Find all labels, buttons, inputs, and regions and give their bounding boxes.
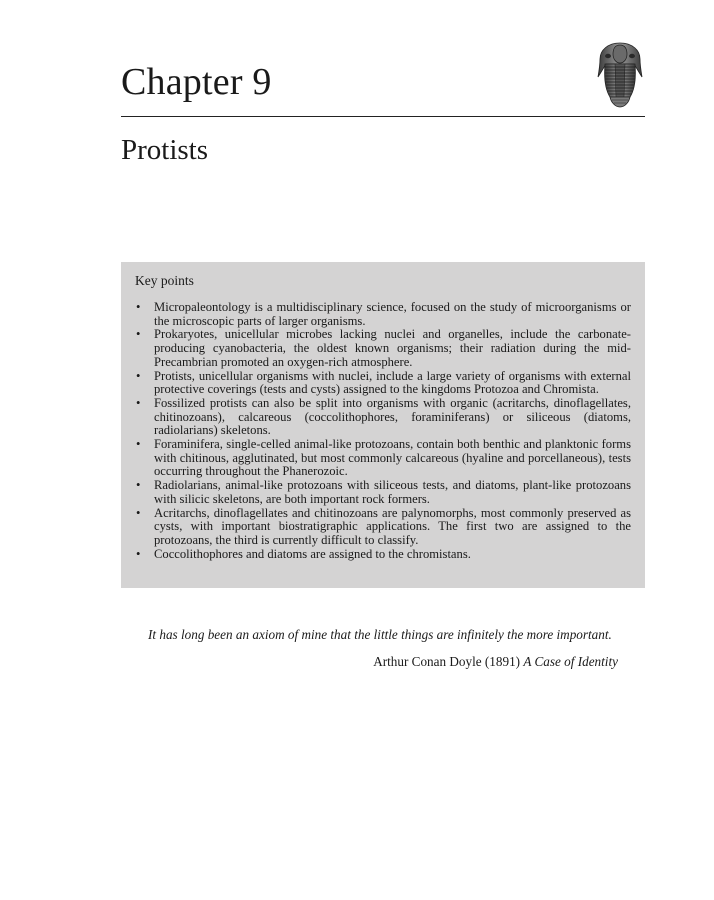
- key-points-heading: Key points: [135, 273, 194, 288]
- chapter-title: Chapter 9: [121, 61, 272, 103]
- bullet-icon: •: [136, 300, 141, 314]
- key-points-box: [121, 262, 645, 588]
- key-point-item: [135, 370, 631, 397]
- key-point-text: Radiolarians, animal-like protozoans with siliceous tests, and diatoms, plant-like protozoans with silicic skeletons, are both important rock formers.: [154, 478, 631, 506]
- key-point-text: Prokaryotes, unicellular microbes lacking nuclei and organelles, include the carbonate-producing cyanobacteria, the oldest known organisms; their radiation during the mid-Precambrian promoted an oxygen-rich atmosphere.: [154, 327, 631, 369]
- key-point-item: [135, 397, 631, 438]
- key-point-item: [135, 438, 631, 479]
- key-point-item: [135, 479, 631, 506]
- chapter-subtitle: Protists: [121, 134, 209, 166]
- epigraph-quote: It has long been an axiom of mine that the little things are infinitely the more important.: [148, 627, 612, 642]
- key-point-item: [135, 301, 631, 328]
- key-point-text: Coccolithophores and diatoms are assigned to the chromistans.: [154, 546, 471, 561]
- epigraph-work-title: A Case of Identity: [523, 653, 618, 669]
- bullet-icon: •: [136, 368, 141, 383]
- epigraph-author: Arthur Conan Doyle (1891): [373, 653, 521, 669]
- trilobite-icon: [596, 41, 644, 109]
- key-point-item: [135, 507, 631, 548]
- bullet-icon: •: [136, 395, 141, 410]
- chapter-rule: [121, 116, 645, 117]
- key-point-item: [135, 328, 631, 369]
- key-point-text: Fossilized protists can also be split into organisms with organic (acritarchs, dinoflagellates, chitinozoans), calcareous (coccolithophores, foraminiferans) or siliceous (diatoms, radiolarians) skeletons.: [154, 395, 631, 438]
- bullet-icon: •: [136, 546, 141, 561]
- key-point-item: [135, 548, 631, 562]
- key-point-text: Protists, unicellular organisms with nuclei, include a large variety of organisms with external protective coverings (tests and cysts) assigned to the kingdoms Protozoa and Chromista.: [154, 368, 631, 397]
- epigraph: [148, 627, 618, 670]
- key-point-text: Foraminifera, single-celled animal-like protozoans, contain both benthic and planktonic forms with chitinous, agglutinated, but most commonly calcareous (hyaline and porcellaneous), tests occurring throughout the Phanerozoic.: [154, 437, 631, 479]
- epigraph-attribution: [148, 654, 618, 670]
- bullet-icon: •: [136, 478, 141, 493]
- key-point-text: Acritarchs, dinoflagellates and chitinozoans are palynomorphs, most commonly preserved as cysts, with important biostratigraphic applications. The first two are assigned to the protozoans, the third is currently difficult to classify.: [154, 505, 631, 547]
- key-point-text: Micropaleontology is a multidisciplinary science, focused on the study of microorganisms or the microscopic parts of larger organisms.: [154, 300, 631, 328]
- bullet-icon: •: [136, 327, 141, 342]
- bullet-icon: •: [136, 437, 141, 452]
- bullet-icon: •: [136, 505, 141, 520]
- key-points-list: [135, 301, 631, 561]
